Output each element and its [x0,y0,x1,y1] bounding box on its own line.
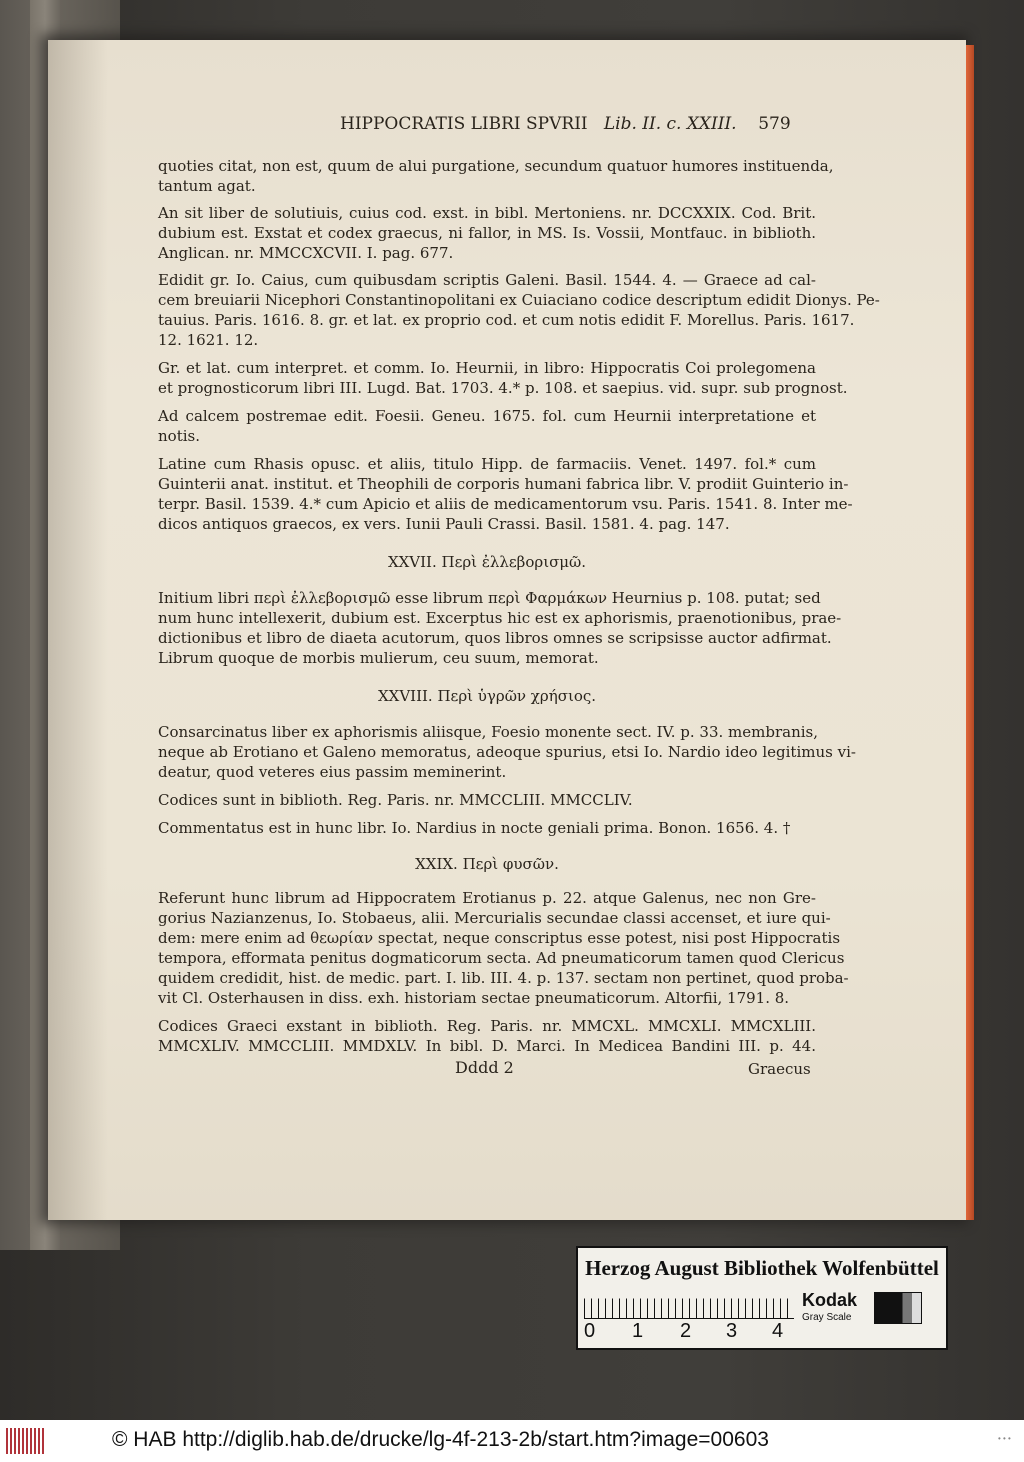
text-line: dictionibus et libro de diaeta acutorum, quos libros omnes se scripsisse auctor adfirmat. [158,629,832,647]
library-label [576,1246,948,1350]
text-line: deatur, quod veteres eius passim meminerint. [158,763,507,781]
text-line: MMCXLIV. MMCCLIII. MMDXLV. In bibl. D. Marci. In Medicea Bandini III. p. 44. [158,1037,816,1055]
text-line: Librum quoque de morbis mulierum, ceu suum, memorat. [158,649,599,667]
text-line: Codices sunt in biblioth. Reg. Paris. nr. MMCCLIII. MMCCLIV. [158,791,633,809]
scale-ruler [584,1290,794,1319]
scale-number: 0 [584,1320,596,1342]
catchword: Graecus [748,1060,811,1078]
text-line: gorius Nazianzenus, Io. Stobaeus, alii. Mercurialis secundae classi accenset, et iure qui- [158,909,831,927]
page-number: 579 [758,114,791,134]
text-line: 12. 1621. 12. [158,331,259,349]
text-line: An sit liber de solutiuis, cuius cod. exst. in bibl. Mertoniens. nr. DCCXXIX. Cod. Brit. [158,204,816,222]
text-line: Referunt hunc librum ad Hippocratem Erotianus p. 22. atque Galenus, nec non Gre- [158,889,816,907]
text-line: Anglican. nr. MMCCXCVII. I. pag. 677. [158,244,454,262]
text-line: cem breuiarii Nicephori Constantinopolitani ex Cuiaciano codice descriptum edidit Dionys. Pe- [158,291,880,309]
text-line: num hunc intellexerit, dubium est. Excerptus hic est ex aphorismis, praenotionibus, prae- [158,609,842,627]
footer-dots-icon: • • • [998,1434,1011,1443]
scale-number: 2 [680,1320,692,1342]
text-line: Latine cum Rhasis opusc. et aliis, titulo Hipp. de farmaciis. Venet. 1497. fol.* cum [158,455,816,473]
text-line: Commentatus est in hunc libr. Io. Nardius in nocte geniali prima. Bonon. 1656. 4. † [158,819,791,837]
text-line: et prognosticorum libri III. Lugd. Bat. 1703. 4.* p. 108. et saepius. vid. supr. sub prognost. [158,379,848,397]
footer-credit: © HAB http://diglib.hab.de/drucke/lg-4f-213-2b/start.htm?image=00603 [112,1428,769,1451]
footer-bar [0,1420,1024,1462]
text-line: Gr. et lat. cum interpret. et comm. Io. Heurnii, in libro: Hippocratis Coi prolegomena [158,359,816,377]
barcode-icon [6,1428,44,1454]
text-line: tauius. Paris. 1616. 8. gr. et lat. ex proprio cod. et cum notis edidit F. Morellus. Paris. 1617. [158,311,855,329]
text-line: terpr. Basil. 1539. 4.* cum Apicio et aliis de medicamentorum vsu. Paris. 1541. 8. Inter me- [158,495,853,513]
page-gutter-shadow [48,40,108,1220]
library-name: Herzog August Bibliothek Wolfenbüttel [585,1256,939,1280]
text-line: quoties citat, non est, quum de alui purgatione, secundum quatuor humores instituenda, [158,157,834,175]
running-head [340,114,820,134]
section-heading: XXVIII. Περὶ ὑγρῶν χρήσιος. [377,687,597,705]
section-heading: XXVII. Περὶ ἐλλεβορισμῶ. [387,553,587,571]
section-reference: Lib. II. c. XXIII. [603,114,737,134]
text-line: Ad calcem postremae edit. Foesii. Geneu. 1675. fol. cum Heurnii interpretatione et [158,407,816,425]
text-line: vit Cl. Osterhausen in diss. exh. historiam sectae pneumaticorum. Altorfii, 1791. 8. [158,989,790,1007]
gray-scale-label: Gray Scale [802,1312,852,1323]
text-line: Consarcinatus liber ex aphorismis aliisque, Foesio monente sect. IV. p. 33. membranis, [158,723,818,741]
text-line: notis. [158,427,200,445]
text-line: Edidit gr. Io. Caius, cum quibusdam scriptis Galeni. Basil. 1544. 4. — Graece ad cal- [158,271,816,289]
section-heading: XXIX. Περὶ φυσῶν. [415,855,559,873]
text-line: dubium est. Exstat et codex graecus, ni fallor, in MS. Is. Vossii, Montfauc. in biblioth. [158,224,816,242]
gray-scale-swatch [874,1292,922,1324]
scale-number: 3 [726,1320,738,1342]
text-line: tempora, efformata penitus dogmaticorum secta. Ad pneumaticorum tamen quod Clericus [158,949,845,967]
signature-mark: Dddd 2 [455,1058,514,1077]
text-line: neque ab Erotiano et Galeno memoratus, adeoque spurius, etsi Io. Nardio ideo legitimus vi- [158,743,856,761]
text-line: Initium libri περὶ ἐλλεβορισμῶ esse librum περὶ Φαρμάκων Heurnius p. 108. putat; sed [158,589,821,607]
text-line: quidem credidit, hist. de medic. part. I. lib. III. 4. p. 137. sectam non pertinet, quod proba- [158,969,849,987]
running-title: HIPPOCRATIS LIBRI SPVRII [340,114,588,134]
text-line: dicos antiquos graecos, ex vers. Iunii Pauli Crassi. Basil. 1581. 4. pag. 147. [158,515,730,533]
text-line: tantum agat. [158,177,256,195]
kodak-logo: Kodak [802,1290,858,1310]
text-line: dem: mere enim ad θεωρίαν spectat, neque conscriptus esse potest, nisi post Hippocratis [158,929,841,947]
scale-number: 4 [772,1320,784,1342]
text-line: Codices Graeci exstant in biblioth. Reg. Paris. nr. MMCXL. MMCXLI. MMCXLIII. [158,1017,816,1035]
text-line: Guinterii anat. institut. et Theophili de corporis humani fabrica libr. V. prodiit Guinterio in- [158,475,849,493]
scale-number: 1 [632,1320,644,1342]
